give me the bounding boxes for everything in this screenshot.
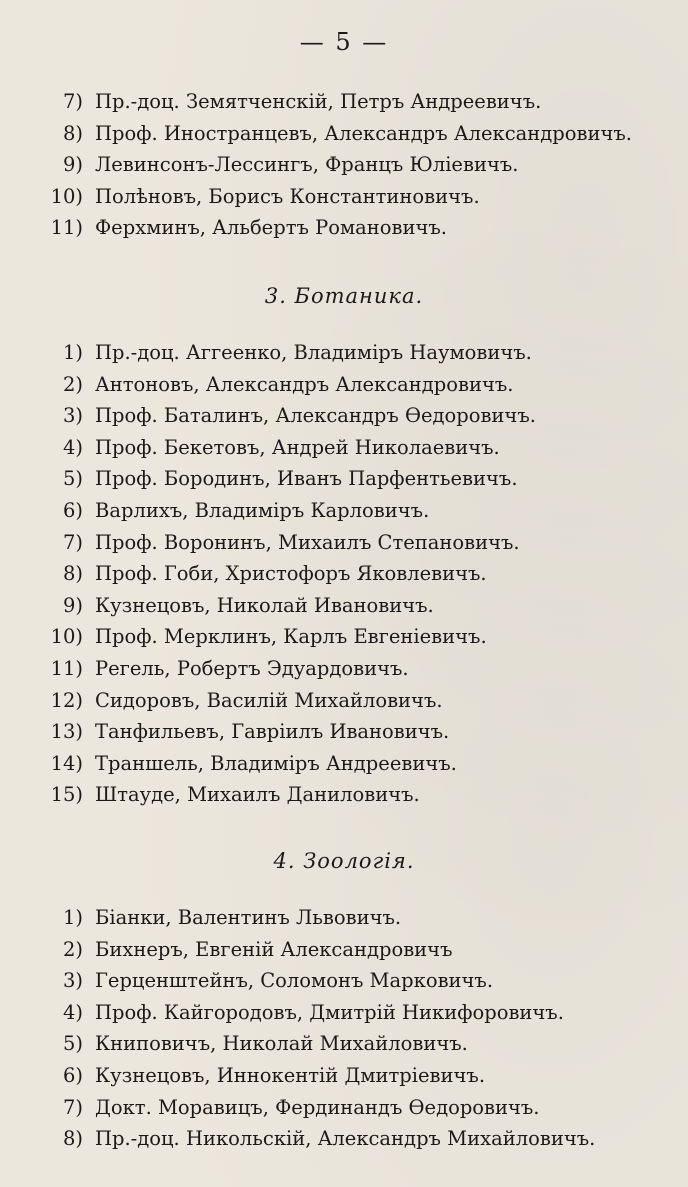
- item-name: Біанки, Валентинъ Львовичъ.: [95, 906, 402, 929]
- continued-list: [0, 86, 688, 244]
- item-number: 15): [50, 783, 83, 807]
- item-name: Проф. Воронинъ, Михаилъ Степановичъ.: [95, 530, 520, 554]
- item-name: Проф. Иностранцевъ, Александръ Александровичъ.: [95, 121, 632, 145]
- item-name: Проф. Кайгородовъ, Дмитрій Никифоровичъ.: [95, 1000, 564, 1024]
- list-item: [0, 558, 688, 590]
- list-item: [0, 779, 688, 811]
- item-name: Пр.-доц. Земятченскій, Петръ Андреевичъ.: [95, 90, 542, 113]
- item-name: Траншель, Владиміръ Андреевичъ.: [95, 751, 457, 775]
- item-number: 4): [62, 1000, 83, 1024]
- list-item: [0, 149, 688, 181]
- list-item: [0, 748, 688, 780]
- item-number: 8): [62, 562, 83, 586]
- list-item: [0, 1060, 688, 1092]
- item-number: 8): [62, 121, 83, 145]
- item-number: 9): [62, 593, 83, 617]
- section-title-zoology: 4. Зоологія.: [273, 849, 415, 873]
- botany-list: [0, 337, 688, 811]
- section-title-botany: 3. Ботаника.: [264, 284, 424, 308]
- list-item: [0, 1123, 688, 1155]
- list-item: [0, 118, 688, 150]
- item-name: Кузнецовъ, Иннокентій Дмитріевичъ.: [95, 1063, 486, 1087]
- item-number: 12): [50, 688, 83, 712]
- item-number: 5): [62, 467, 83, 491]
- item-name: Проф. Бекетовъ, Андрей Николаевичъ.: [95, 435, 500, 459]
- item-name: Сидоровъ, Василій Михайловичъ.: [95, 688, 443, 712]
- item-number: 2): [62, 937, 83, 961]
- item-number: 2): [62, 372, 83, 396]
- item-number: 7): [62, 90, 83, 113]
- item-number: 4): [62, 435, 83, 459]
- item-number: 13): [50, 720, 83, 744]
- list-item: [0, 590, 688, 622]
- item-number: 10): [50, 184, 83, 208]
- list-item: [0, 400, 688, 432]
- item-name: Левинсонъ-Лессингъ, Францъ Юліевичъ.: [95, 153, 519, 177]
- item-number: 1): [62, 906, 83, 929]
- item-number: 3): [62, 404, 83, 428]
- item-number: 7): [62, 1095, 83, 1119]
- item-number: 9): [62, 153, 83, 177]
- item-name: Проф. Баталинъ, Александръ Өедоровичъ.: [95, 404, 536, 428]
- item-number: 7): [62, 530, 83, 554]
- list-item: [0, 716, 688, 748]
- item-name: Регель, Робертъ Эдуардовичъ.: [95, 656, 409, 680]
- item-name: Проф. Гоби, Христофоръ Яковлевичъ.: [95, 562, 487, 586]
- list-item: [0, 1028, 688, 1060]
- list-item: [0, 965, 688, 997]
- list-item: [0, 212, 688, 244]
- item-number: 5): [62, 1032, 83, 1056]
- item-name: Докт. Моравицъ, Фердинандъ Өедоровичъ.: [95, 1095, 540, 1119]
- list-item: [0, 495, 688, 527]
- list-item: [0, 463, 688, 495]
- list-item: [0, 997, 688, 1029]
- list-item: [0, 653, 688, 685]
- item-name: Кузнецовъ, Николай Ивановичъ.: [95, 593, 434, 617]
- item-number: 14): [50, 751, 83, 775]
- item-name: Бихнеръ, Евгеній Александровичъ: [95, 937, 453, 961]
- list-item: [0, 369, 688, 401]
- item-number: 6): [62, 1063, 83, 1087]
- item-number: 1): [62, 341, 83, 364]
- item-number: 11): [50, 656, 83, 680]
- list-item: [0, 1092, 688, 1124]
- list-item: [0, 337, 688, 369]
- item-number: 11): [50, 216, 83, 240]
- item-name: Герценштейнъ, Соломонъ Марковичъ.: [95, 969, 494, 993]
- item-name: Штауде, Михаилъ Даниловичъ.: [95, 783, 420, 807]
- item-name: Проф. Бородинъ, Иванъ Парфентьевичъ.: [95, 467, 518, 491]
- item-name: Проф. Мерклинъ, Карлъ Евгеніевичъ.: [95, 625, 487, 649]
- item-name: Ферхминъ, Альбертъ Романовичъ.: [95, 216, 447, 240]
- list-item: [0, 621, 688, 653]
- item-name: Танфильевъ, Гавріилъ Ивановичъ.: [95, 720, 450, 744]
- item-name: Антоновъ, Александръ Александровичъ.: [95, 372, 514, 396]
- item-name: Книповичъ, Николай Михайловичъ.: [95, 1032, 468, 1056]
- page-number: — 5 —: [299, 28, 389, 56]
- list-item: [0, 86, 688, 118]
- item-name: Пр.-доц. Аггеенко, Владиміръ Наумовичъ.: [95, 341, 532, 364]
- item-name: Варлихъ, Владиміръ Карловичъ.: [95, 498, 430, 522]
- item-number: 3): [62, 969, 83, 993]
- item-name: Полѣновъ, Борисъ Константиновичъ.: [95, 184, 480, 208]
- item-number: 8): [62, 1127, 83, 1151]
- list-item: [0, 181, 688, 213]
- item-name: Пр.-доц. Никольскій, Александръ Михайловичъ.: [95, 1127, 596, 1151]
- item-number: 6): [62, 498, 83, 522]
- list-item: [0, 685, 688, 717]
- zoology-list: [0, 902, 688, 1155]
- item-number: 10): [50, 625, 83, 649]
- list-item: [0, 934, 688, 966]
- list-item: [0, 902, 688, 934]
- list-item: [0, 527, 688, 559]
- list-item: [0, 432, 688, 464]
